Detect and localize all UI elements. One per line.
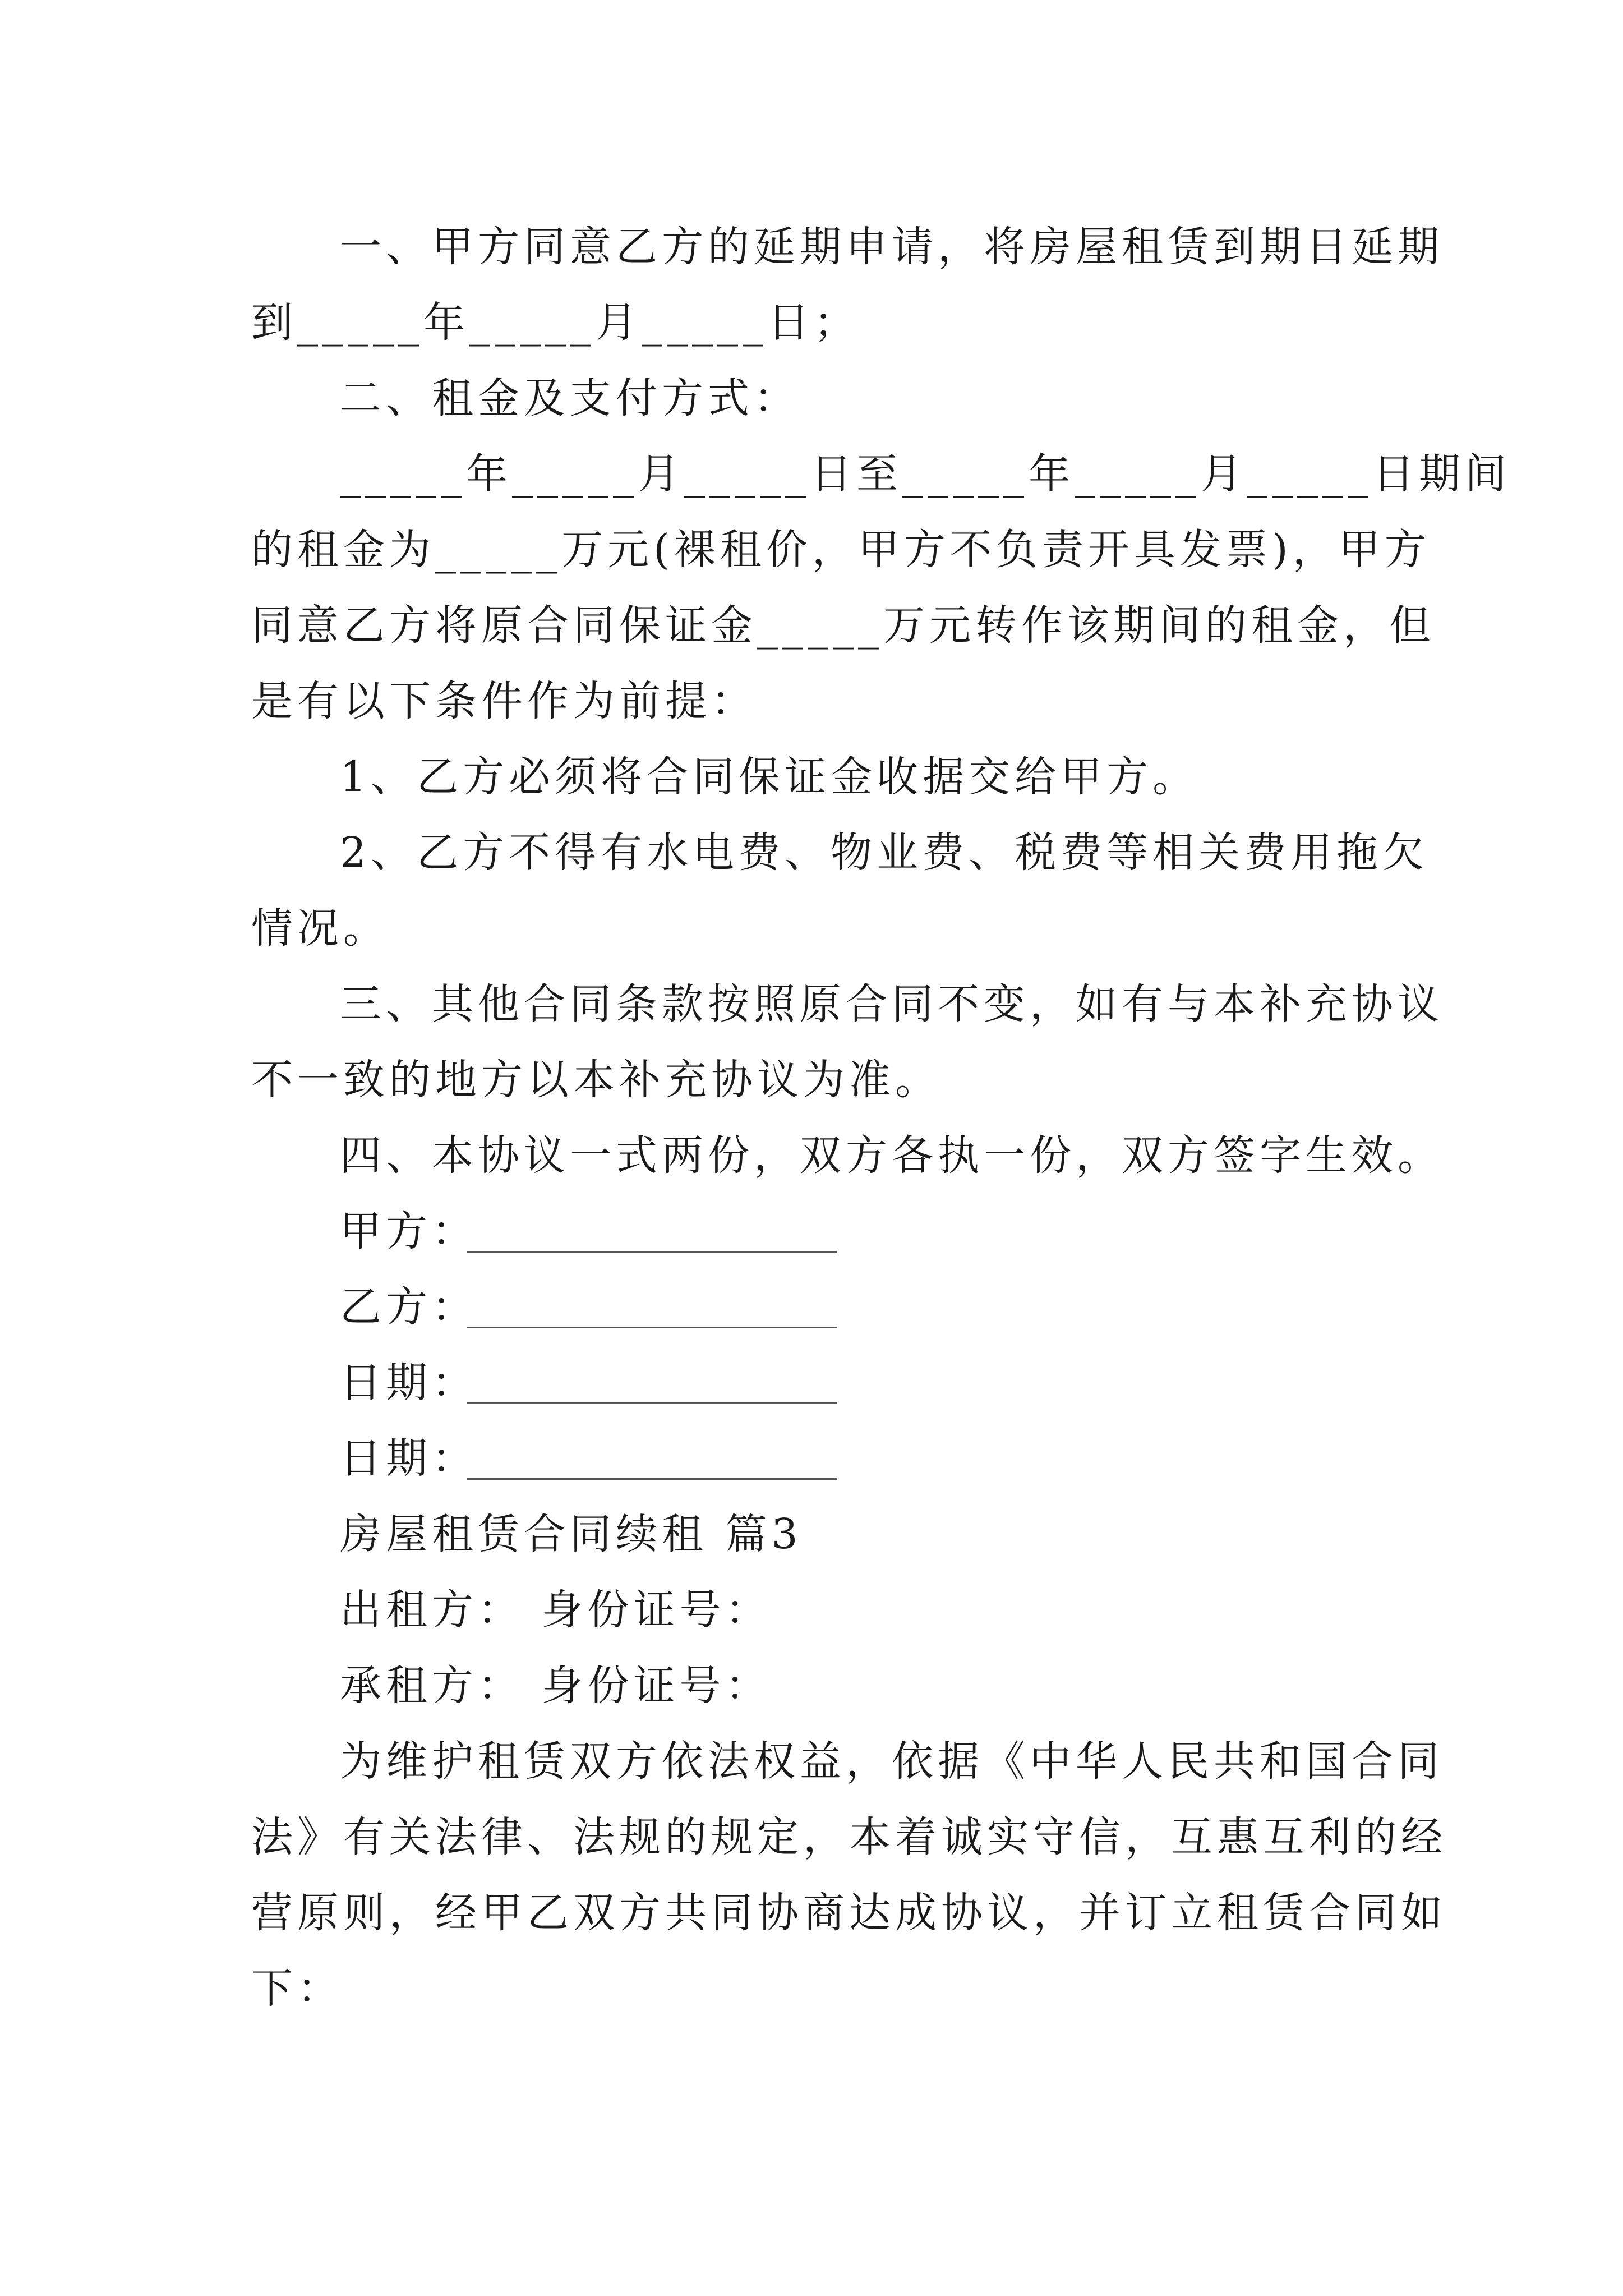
clause-1-line-1: 一、甲方同意乙方的延期申请，将房屋租赁到期日延期 [340,223,1444,271]
clause-3-line-1: 三、其他合同条款按照原合同不变，如有与本补充协议 [340,980,1444,1028]
party-a-label: 甲方： [340,1207,478,1255]
date-signature-line-1 [467,1402,837,1404]
rent-period-line-2: 的租金为_____万元(裸租价，甲方不负责开具发票)，甲方 [251,526,1431,574]
rent-period-line-4: 是有以下条件作为前提： [251,677,757,725]
party-a-signature-line [467,1251,837,1253]
lessor-line: 出租方： 身份证号： [340,1586,772,1634]
party-b-signature-line [467,1327,837,1328]
party-b-label: 乙方： [340,1283,478,1331]
clause-3-line-2: 不一致的地方以本补充协议为准。 [251,1056,941,1104]
clause-2-heading: 二、租金及支付方式： [340,374,800,422]
clause-4: 四、本协议一式两份，双方各执一份，双方签字生效。 [340,1131,1444,1180]
rent-period-line-1: _____年_____月_____日至_____年_____月_____日期间 [340,450,1511,498]
date-label-1: 日期： [340,1359,478,1407]
section-heading: 房屋租赁合同续租 篇3 [340,1510,803,1558]
rent-period-line-3: 同意乙方将原合同保证金_____万元转作该期间的租金，但 [251,601,1435,650]
lessee-line: 承租方： 身份证号： [340,1662,772,1710]
condition-2-line-1: 2、乙方不得有水电费、物业费、税费等相关费用拖欠 [340,829,1429,877]
clause-1-line-2: 到_____年_____月_____日； [251,298,860,347]
preamble-line-4: 下： [251,1964,343,2013]
condition-1: 1、乙方必须将合同保证金收据交给甲方。 [340,753,1199,801]
preamble-line-2: 法》有关法律、法规的规定，本着诚实守信，互惠互利的经 [251,1813,1447,1861]
preamble-line-3: 营原则，经甲乙双方共同协商达成协议，并订立租赁合同如 [251,1889,1447,1937]
date-label-2: 日期： [340,1434,478,1483]
preamble-line-1: 为维护租赁双方依法权益，依据《中华人民共和国合同 [340,1737,1444,1786]
condition-2-line-2: 情况。 [251,904,389,953]
date-signature-line-2 [467,1478,837,1480]
